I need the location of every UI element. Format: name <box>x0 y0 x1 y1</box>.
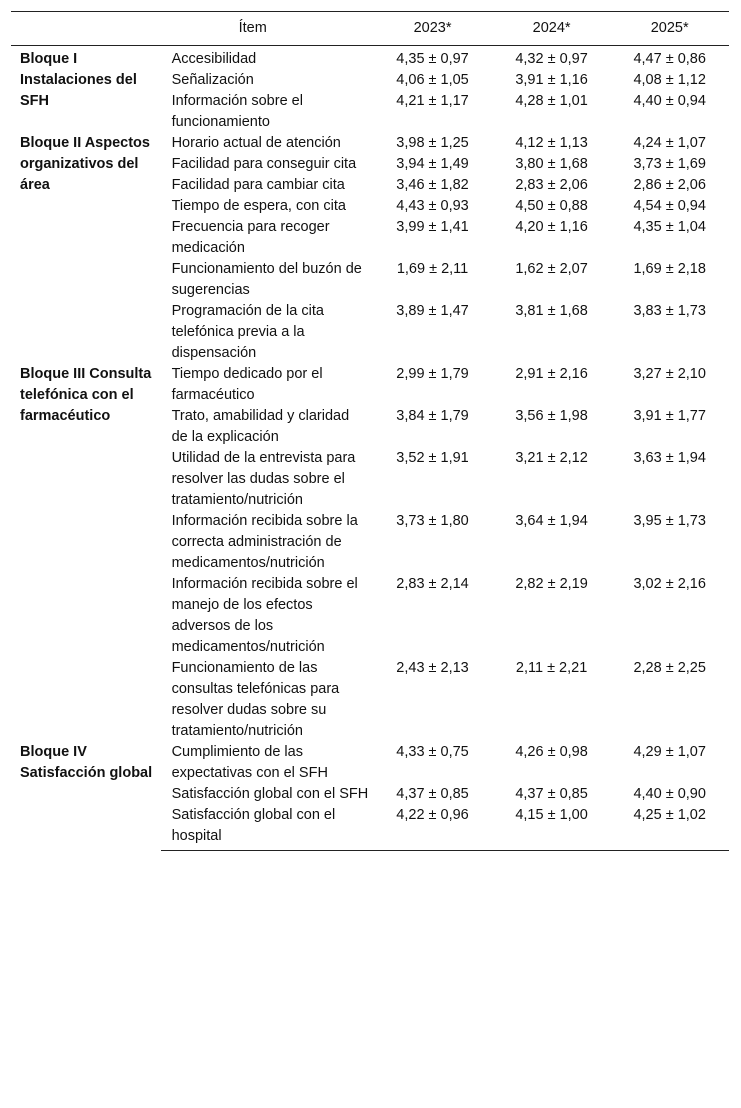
value-2025: 3,63 ± 1,94 <box>633 450 706 466</box>
value-2023: 3,52 ± 1,91 <box>396 450 469 466</box>
value-2023: 3,94 ± 1,49 <box>396 156 469 172</box>
value-2024: 2,11 ± 2,21 <box>515 660 588 676</box>
item-label: Trato, amabilidad y claridad de la explicación <box>171 408 350 445</box>
value-2024: 4,28 ± 1,01 <box>515 93 588 109</box>
header-2024: 2024* <box>493 12 611 46</box>
value-2024: 2,82 ± 2,19 <box>515 576 588 592</box>
value-2025: 3,73 ± 1,69 <box>633 156 706 172</box>
value-2025: 4,47 ± 0,86 <box>633 51 706 67</box>
value-2024: 2,83 ± 2,06 <box>515 177 588 193</box>
header-block <box>11 12 161 46</box>
value-2025: 3,91 ± 1,77 <box>633 408 706 424</box>
item-label: Frecuencia para recoger medicación <box>171 219 330 256</box>
satisfaction-table <box>11 11 729 851</box>
value-2025: 4,54 ± 0,94 <box>633 198 706 214</box>
value-2024: 3,21 ± 2,12 <box>515 450 588 466</box>
item-label: Tiempo dedicado por el farmacéutico <box>171 366 323 403</box>
value-2024: 2,91 ± 2,16 <box>515 366 588 382</box>
value-2023: 4,37 ± 0,85 <box>396 786 469 802</box>
value-2023: 3,98 ± 1,25 <box>396 135 469 151</box>
value-2023: 3,73 ± 1,80 <box>396 513 469 529</box>
value-2023: 3,84 ± 1,79 <box>396 408 469 424</box>
value-2025: 3,83 ± 1,73 <box>633 303 706 319</box>
value-2023: 4,22 ± 0,96 <box>372 805 493 851</box>
value-2025: 4,40 ± 0,90 <box>633 786 706 802</box>
item-label: Tiempo de espera, con cita <box>171 198 346 214</box>
value-2025: 3,95 ± 1,73 <box>633 513 706 529</box>
value-2025: 2,86 ± 2,06 <box>633 177 706 193</box>
table-row <box>11 133 729 154</box>
item-label: Funcionamiento de las consultas telefónicas para resolver dudas sobre su tratamiento/nutrición <box>171 660 340 739</box>
value-2023: 3,89 ± 1,47 <box>396 303 469 319</box>
value-2023: 4,35 ± 0,97 <box>396 51 469 67</box>
value-2023: 4,21 ± 1,17 <box>396 93 469 109</box>
value-2023: 4,33 ± 0,75 <box>396 744 469 760</box>
table-row <box>11 46 729 71</box>
value-2025: 4,08 ± 1,12 <box>633 72 706 88</box>
item-label: Facilidad para cambiar cita <box>171 177 345 193</box>
value-2024: 1,62 ± 2,07 <box>515 261 588 277</box>
value-2025: 4,29 ± 1,07 <box>633 744 706 760</box>
item-label: Facilidad para conseguir cita <box>171 156 357 172</box>
value-2025: 4,40 ± 0,94 <box>633 93 706 109</box>
item-label: Cumplimiento de las expectativas con el SFH <box>171 744 328 781</box>
value-2025: 3,02 ± 2,16 <box>633 576 706 592</box>
value-2025: 1,69 ± 2,18 <box>633 261 706 277</box>
value-2024: 4,26 ± 0,98 <box>515 744 588 760</box>
value-2024: 4,50 ± 0,88 <box>515 198 588 214</box>
value-2024: 4,37 ± 0,85 <box>515 786 588 802</box>
value-2024: 4,15 ± 1,00 <box>493 805 611 851</box>
header-2025: 2025* <box>610 12 729 46</box>
value-2024: 3,56 ± 1,98 <box>515 408 588 424</box>
value-2025: 4,35 ± 1,04 <box>633 219 706 235</box>
item-label: Información recibida sobre el manejo de los efectos adversos de los medicamentos/nutrición <box>171 576 358 655</box>
item-label: Accesibilidad <box>171 51 257 67</box>
value-2024: 3,80 ± 1,68 <box>515 156 588 172</box>
value-2024: 4,12 ± 1,13 <box>515 135 588 151</box>
value-2025: 2,28 ± 2,25 <box>633 660 706 676</box>
value-2024: 3,64 ± 1,94 <box>515 513 588 529</box>
value-2023: 2,83 ± 2,14 <box>396 576 469 592</box>
block-label: Bloque IV Satisfacción global <box>20 744 153 781</box>
header-item: Ítem <box>161 12 373 46</box>
value-2023: 4,06 ± 1,05 <box>396 72 469 88</box>
value-2023: 3,99 ± 1,41 <box>396 219 469 235</box>
value-2023: 3,46 ± 1,82 <box>396 177 469 193</box>
value-2023: 2,99 ± 1,79 <box>396 366 469 382</box>
value-2024: 3,91 ± 1,16 <box>515 72 588 88</box>
table-row <box>11 364 729 406</box>
item-label: Utilidad de la entrevista para resolver las dudas sobre el tratamiento/nutrición <box>171 450 356 508</box>
item-label: Funcionamiento del buzón de sugerencias <box>171 261 362 298</box>
item-label: Señalización <box>171 72 254 88</box>
value-2023: 4,43 ± 0,93 <box>396 198 469 214</box>
block-label: Bloque I Instalaciones del SFH <box>20 51 137 109</box>
value-2025: 3,27 ± 2,10 <box>633 366 706 382</box>
value-2024: 3,81 ± 1,68 <box>515 303 588 319</box>
item-label: Satisfacción global con el hospital <box>161 805 373 851</box>
header-2023: 2023* <box>372 12 493 46</box>
item-label: Satisfacción global con el SFH <box>171 786 369 802</box>
value-2023: 1,69 ± 2,11 <box>396 261 469 277</box>
item-label: Horario actual de atención <box>171 135 341 151</box>
value-2025: 4,25 ± 1,02 <box>610 805 729 851</box>
block-label: Bloque III Consulta telefónica con el farmacéutico <box>20 366 152 424</box>
item-label: Programación de la cita telefónica previa a la dispensación <box>171 303 324 361</box>
value-2025: 4,24 ± 1,07 <box>633 135 706 151</box>
item-label: Información recibida sobre la correcta administración de medicamentos/nutrición <box>171 513 358 571</box>
results-table-container <box>11 11 729 851</box>
value-2023: 2,43 ± 2,13 <box>396 660 469 676</box>
value-2024: 4,32 ± 0,97 <box>515 51 588 67</box>
value-2024: 4,20 ± 1,16 <box>515 219 588 235</box>
table-body <box>11 46 729 851</box>
item-label: Información sobre el funcionamiento <box>171 93 303 130</box>
table-row <box>11 742 729 784</box>
block-label: Bloque II Aspectos organizativos del área <box>20 135 150 193</box>
table-header-row <box>11 12 729 46</box>
